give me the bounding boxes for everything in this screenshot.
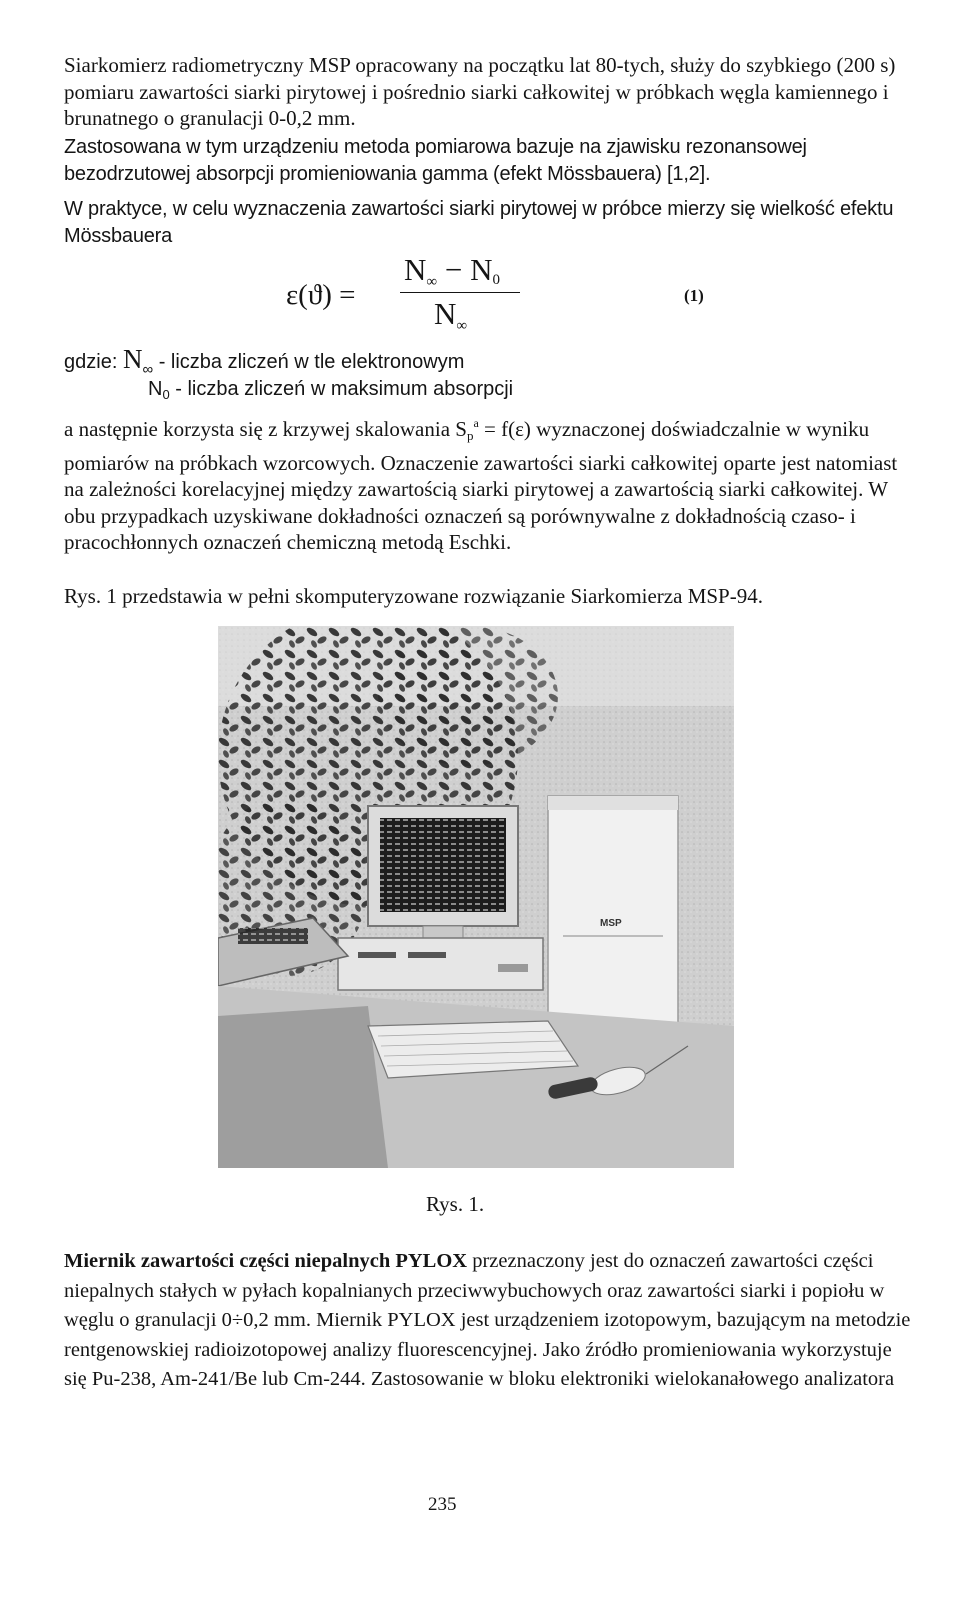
equation-lhs: ε(ϑ) =	[286, 279, 356, 311]
pylox-description: przeznaczony jest do oznaczeń zawartości części niepalnych stałych w pyłach kopalnianych przeciwwybuchowych oraz zawartości siarki i popiołu w węglu o granulacji 0÷0,2 mm. Miernik PYLOX jest urządzeniem izotopowym, bazującym na metodzie rentgenowskiej radioizotopowej analizy fluorescencyjnej. Jako źródło promieniowania wykorzystuje się Pu-238, Am-241/Be lub Cm-244. Zastosowanie w bloku elektroniki wielokanałowego analizatora	[64, 1250, 911, 1391]
numerator-n-zero: N	[470, 252, 493, 287]
denominator-n: N	[434, 296, 457, 331]
numerator-minus: −	[437, 252, 471, 287]
definition-label: gdzie:	[64, 351, 118, 373]
definition-symbol-sub-zero: 0	[162, 387, 170, 402]
definition-n-infinity	[64, 344, 464, 378]
paragraph-pylox	[64, 1247, 914, 1395]
equation-1	[286, 252, 706, 344]
denominator-sub: ∞	[456, 318, 468, 334]
numerator-sub-zero: 0	[492, 272, 500, 288]
definition-symbol-n-zero: N	[148, 378, 163, 400]
paragraph-calibration	[64, 410, 914, 556]
definition-text-1: - liczba zliczeń w tle elektronowym	[158, 351, 465, 373]
definition-symbol-sub-inf: ∞	[142, 361, 154, 378]
figure-caption: Rys. 1.	[426, 1192, 485, 1216]
msp-cabinet	[548, 796, 678, 1036]
calibration-sub-p: p	[466, 428, 474, 443]
numerator-sub-inf: ∞	[426, 274, 438, 290]
monitor-screen	[380, 818, 506, 912]
definition-n-zero	[148, 378, 513, 402]
equation-number: (1)	[684, 286, 704, 305]
definition-symbol-n-inf: N	[122, 344, 143, 374]
paragraph-figure-ref: Rys. 1 przedstawia w pełni skomputeryzowane rozwiązanie Siarkomierza MSP-94.	[64, 584, 763, 608]
calibration-sup-a: a	[473, 416, 479, 430]
equation-numerator	[404, 252, 500, 291]
paragraph-msp-intro: Siarkomierz radiometryczny MSP opracowany na początku lat 80-tych, służy do szybkiego (200 s) pomiaru zawartości siarki pirytowej i pośrednio siarki całkowitej w próbkach węgla kamiennego i brunatnego o granulacji 0-0,2 mm.	[64, 53, 896, 131]
figure-msp94-photo	[218, 626, 734, 1168]
photo-illustration	[218, 626, 734, 1168]
cabinet-label: MSP	[600, 918, 622, 929]
paragraph-practice: W praktyce, w celu wyznaczenia zawartości siarki pirytowej w próbce mierzy się wielkość efektu Mössbauera	[64, 198, 894, 247]
paragraph-method: Zastosowana w tym urządzeniu metoda pomiarowa bazuje na zjawisku rezonansowej bezodrzutowej absorpcji promieniowania gamma (efekt Mössbauera) [1,2].	[64, 136, 807, 185]
definition-text-2: - liczba zliczeń w maksimum absorpcji	[175, 378, 514, 400]
calibration-text-start: a następnie korzysta się z krzywej skalowania S	[64, 417, 467, 441]
numerator-n-inf: N	[404, 252, 427, 287]
pylox-heading: Miernik zawartości części niepalnych PYLOX	[64, 1250, 468, 1272]
equation-denominator	[434, 296, 467, 335]
calibration-text-end: = f(ε) wyznaczonej doświadczalnie w wyniku pomiarów na próbkach wzorcowych. Oznaczenie zawartości siarki całkowitej oparte jest natomiast na zależności korelacyjnej między zawartością siarki pirytowej a zawartością siarki całkowitej. W obu przypadkach uzyskiwane dokładności oznaczeń są porównywalne z dokładnością czaso- i pracochłonnych oznaczeń chemiczną metodą Eschki.	[64, 417, 898, 555]
page-number: 235	[428, 1494, 457, 1515]
fraction-bar	[400, 292, 520, 293]
